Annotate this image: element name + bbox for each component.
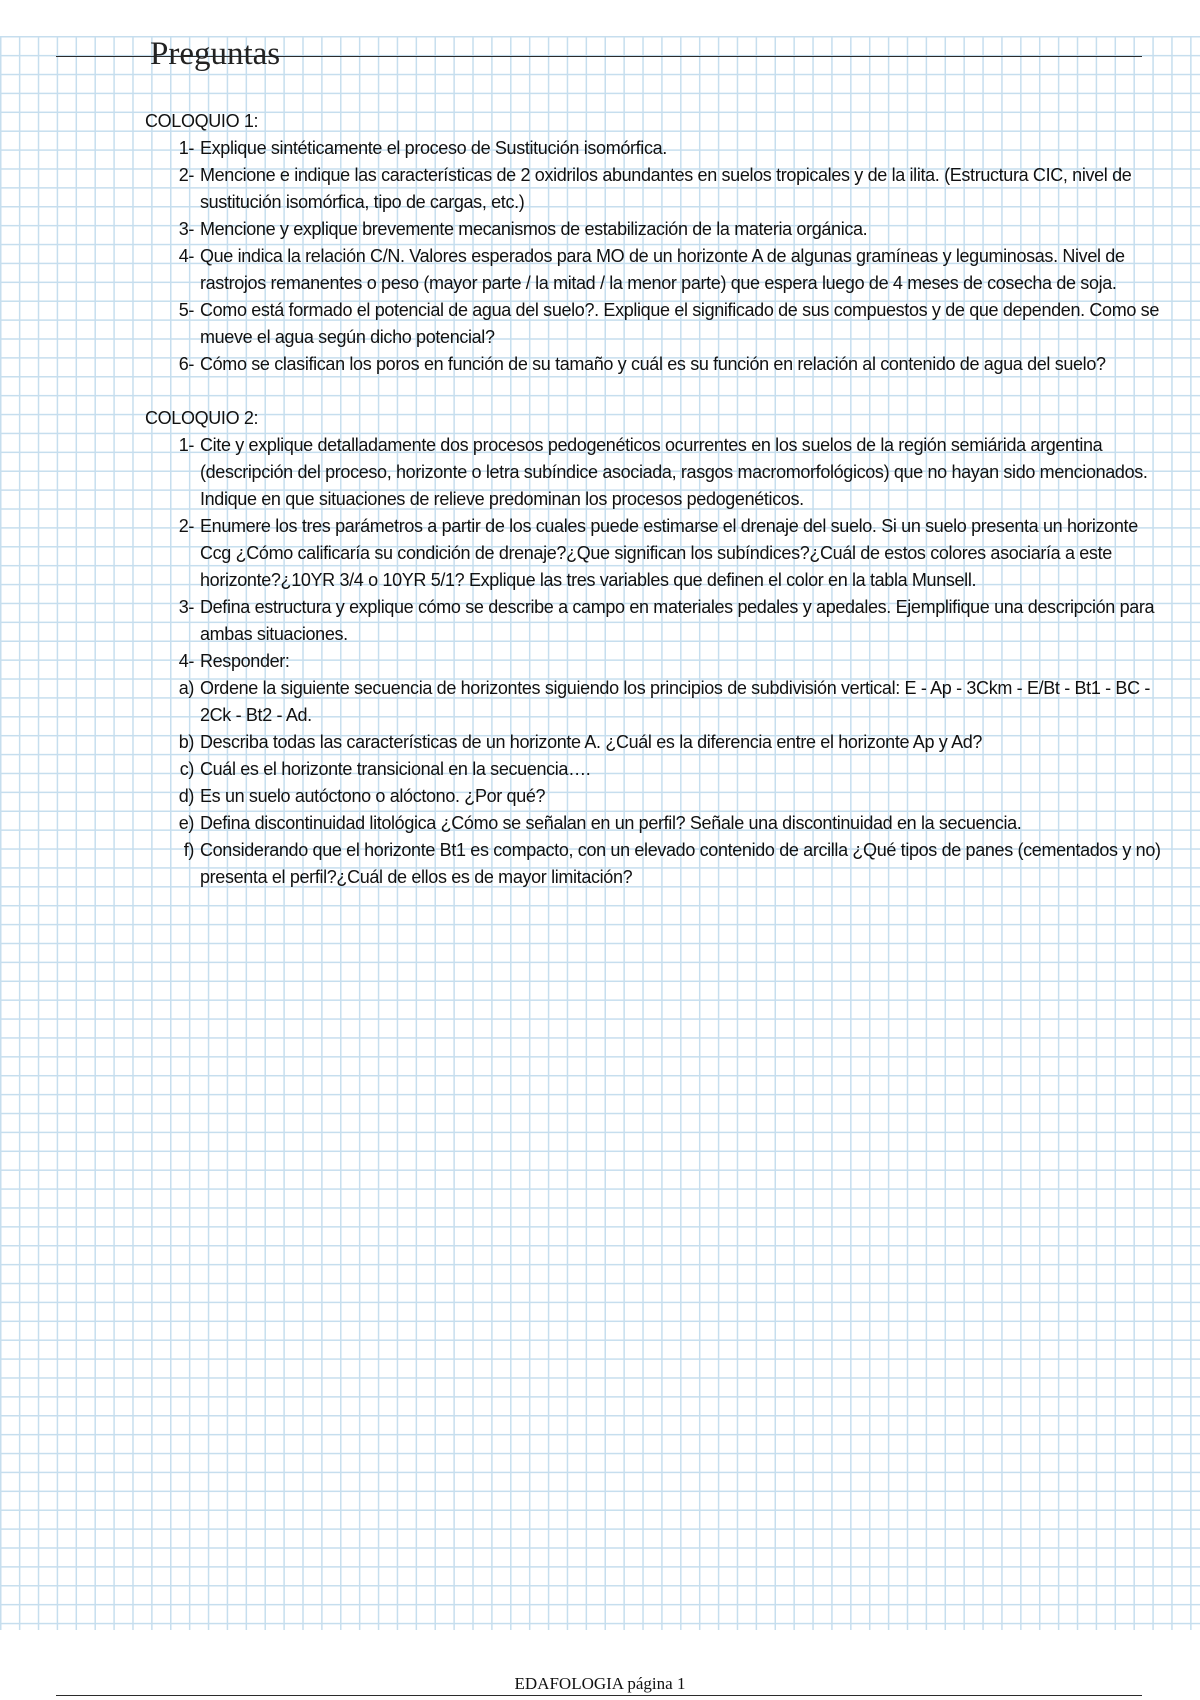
question-number: 6-	[178, 354, 194, 374]
question-item	[145, 297, 1170, 351]
question-text: Responder:	[200, 651, 290, 671]
page-title: Preguntas	[150, 36, 281, 72]
question-number: 1-	[178, 138, 194, 158]
question-item	[145, 513, 1170, 594]
coloquio-2-section	[145, 405, 1170, 891]
question-number: 2-	[178, 165, 194, 185]
question-text: Enumere los tres parámetros a partir de los cuales puede estimarse el drenaje del suelo. Si un suelo presenta un horizonte Ccg ¿Cómo calificaría su condición de drenaje?¿Que significan los subíndices?¿Cuál de estos colores asociaría a este horizonte?¿10YR 3/4 o 10YR 5/1? Explique las tres variables que definen el color en la tabla Munsell.	[200, 516, 1138, 590]
question-text: Mencione e indique las características de 2 oxidrilos abundantes en suelos tropicales y de la ilita. (Estructura CIC, nivel de sustitución isomórfica, tipo de cargas, etc.)	[200, 165, 1132, 212]
question-number: 5-	[178, 300, 194, 320]
question-text: Que indica la relación C/N. Valores esperados para MO de un horizonte A de algunas gramíneas y leguminosas. Nivel de rastrojos remanentes o peso (mayor parte / la mitad / la menor parte) que espera luego de 4 meses de cosecha de soja.	[200, 246, 1125, 293]
sub-question-item	[145, 837, 1170, 891]
question-text: Defina estructura y explique cómo se describe a campo en materiales pedales y apedales. Ejemplifique una descripción para ambas situaciones.	[200, 597, 1155, 644]
sub-question-text: Cuál es el horizonte transicional en la secuencia….	[200, 759, 591, 779]
question-text: Cite y explique detalladamente dos procesos pedogenéticos ocurrentes en los suelos de la región semiárida argentina (descripción del proceso, horizonte o letra subíndice asociada, rasgos macromorfológicos) que no hayan sido mencionados. Indique en que situaciones de relieve predominan los procesos pedogenéticos.	[200, 435, 1148, 509]
sub-question-letter: f)	[183, 840, 194, 860]
sub-question-item	[145, 756, 1170, 783]
footer-rule	[56, 1695, 1142, 1696]
sub-question-text: Defina discontinuidad litológica ¿Cómo se señalan en un perfil? Señale una discontinuidad en la secuencia.	[200, 813, 1022, 833]
coloquio-2-heading: COLOQUIO 2:	[145, 408, 259, 428]
coloquio-1-heading: COLOQUIO 1:	[145, 111, 259, 131]
question-item	[145, 594, 1170, 648]
question-text: Mencione y explique brevemente mecanismos de estabilización de la materia orgánica.	[200, 219, 868, 239]
sub-question-letter: d)	[178, 786, 194, 806]
sub-question-letter: e)	[178, 813, 194, 833]
question-item	[145, 162, 1170, 216]
question-item	[145, 243, 1170, 297]
question-item	[145, 351, 1170, 378]
coloquio-1-section	[145, 108, 1170, 378]
coloquio-1-question-list	[145, 135, 1170, 378]
sub-question-text: Considerando que el horizonte Bt1 es compacto, con un elevado contenido de arcilla ¿Qué tipos de panes (cementados y no) presenta el perfil?¿Cuál de ellos es de mayor limitación?	[200, 840, 1161, 887]
question-item	[145, 648, 1170, 675]
sub-question-letter: a)	[178, 678, 194, 698]
question-item	[145, 432, 1170, 513]
question-number: 4-	[178, 651, 194, 671]
question-number: 4-	[178, 246, 194, 266]
sub-question-letter: b)	[178, 732, 194, 752]
sub-question-item	[145, 675, 1170, 729]
sub-question-text: Ordene la siguiente secuencia de horizontes siguiendo los principios de subdivisión vertical: E - Ap - 3Ckm - E/Bt - Bt1 - BC - 2Ck - Bt2 - Ad.	[200, 678, 1151, 725]
sub-question-text: Es un suelo autóctono o alóctono. ¿Por qué?	[200, 786, 546, 806]
question-item	[145, 216, 1170, 243]
question-number: 3-	[178, 219, 194, 239]
page-footer-label: EDAFOLOGIA página 1	[514, 1674, 686, 1693]
sub-question-item	[145, 810, 1170, 837]
question-number: 3-	[178, 597, 194, 617]
sub-question-letter: c)	[179, 759, 194, 779]
question-text: Cómo se clasifican los poros en función de su tamaño y cuál es su función en relación al contenido de agua del suelo?	[200, 354, 1106, 374]
questions-content	[145, 108, 1170, 891]
question-text: Como está formado el potencial de agua del suelo?. Explique el significado de sus compuestos y de que dependen. Como se mueve el agua según dicho potencial?	[200, 300, 1159, 347]
sub-question-text: Describa todas las características de un horizonte A. ¿Cuál es la diferencia entre el horizonte Ap y Ad?	[200, 732, 983, 752]
coloquio-2-question-list	[145, 432, 1170, 891]
question-text: Explique sintéticamente el proceso de Sustitución isomórfica.	[200, 138, 667, 158]
sub-question-item	[145, 729, 1170, 756]
question-number: 2-	[178, 516, 194, 536]
sub-question-item	[145, 783, 1170, 810]
question-number: 1-	[178, 435, 194, 455]
question-item	[145, 135, 1170, 162]
